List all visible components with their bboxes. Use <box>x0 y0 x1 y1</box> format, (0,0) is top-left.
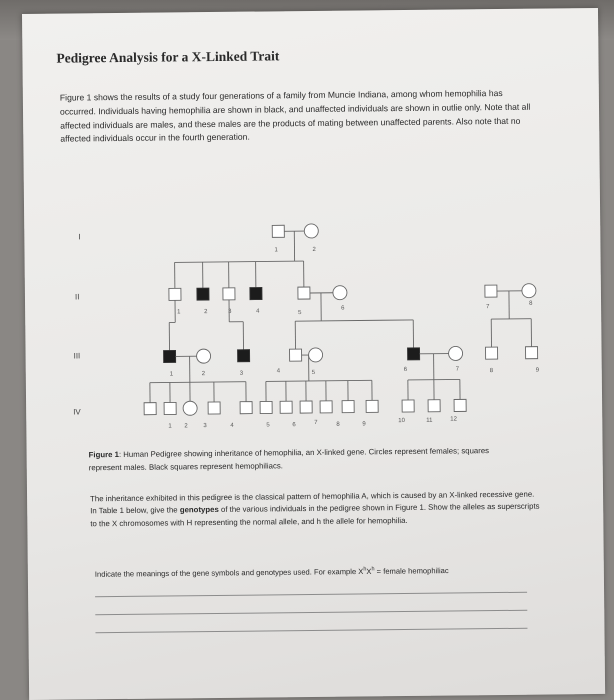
gen4-number-10: 10 <box>398 418 406 425</box>
gen4-male-11 <box>366 400 378 412</box>
gen4-male-13 <box>428 400 440 412</box>
gen2-female-8 <box>522 284 536 298</box>
generation-label-iii: III <box>73 351 81 361</box>
gen2-number-1: 1 <box>177 309 181 316</box>
gen3-male-4 <box>290 349 302 361</box>
generation-label-iv: IV <box>73 407 81 417</box>
gen3-number-8: 8 <box>489 368 494 375</box>
gen2-number-2: 2 <box>204 309 208 316</box>
gen3-number-3: 3 <box>239 370 244 377</box>
intro-paragraph <box>60 87 539 147</box>
gen2-number-5: 5 <box>298 310 302 317</box>
gen2-number-3: 3 <box>228 308 232 315</box>
gen3-male-6-affected <box>408 348 420 360</box>
gen4-number-6: 6 <box>292 422 296 429</box>
gen4-number-11: 11 <box>426 417 433 424</box>
gen4-male-9 <box>320 401 332 413</box>
gen2-male-3 <box>223 288 235 300</box>
caption-text: : Human Pedigree showing inheritance of hemophilia, an X-linked gene. Circles represent females; squares represent males. Black squares represent hemophiliacs. <box>88 446 490 472</box>
gen3-number-5: 5 <box>311 369 316 376</box>
gen1-female-2 <box>304 224 318 238</box>
gen4-male-10 <box>342 401 354 413</box>
gen3-number-1: 1 <box>169 371 174 378</box>
gen2-number-8: 8 <box>529 300 533 307</box>
gen4-number-4: 4 <box>230 422 234 429</box>
gen4-male-12 <box>402 400 414 412</box>
gen4-male-2 <box>164 402 176 414</box>
answer-line-1[interactable] <box>95 592 527 598</box>
gen3-male-3-affected <box>238 350 250 362</box>
gen2-male-2-affected <box>197 288 209 300</box>
page-title: Pedigree Analysis for a X-Linked Trait <box>56 48 280 66</box>
gen2-number-6: 6 <box>341 305 345 312</box>
gen3-number-9: 9 <box>535 367 540 374</box>
instructions-bold-term: genotypes <box>179 505 219 515</box>
generation-label-ii: II <box>74 292 80 302</box>
instructions-paragraph <box>90 489 540 531</box>
indicate-sup-2: h <box>371 566 375 573</box>
indicate-text: Indicate the meanings of the gene symbols and genotypes used. For example X <box>94 566 364 579</box>
indicate-mid: X <box>366 566 372 576</box>
gen4-number-1: 1 <box>168 423 172 430</box>
gen3-number-6: 6 <box>403 366 408 374</box>
intro-text: shows the results of a study four generations of a family from Muncie Indiana, among whom hemophilia has occurred. Individuals having hemophilia are shown in black, and unaffected individuals are shown in outlie only. Note that all affected individuals are males, and these males are the products of mating between unaffected parents. Also note that no affected individuals occur in the fourth generation. <box>59 87 531 144</box>
indicate-tail: = female hemophiliac <box>374 566 449 576</box>
gen1-number-2: 2 <box>312 246 316 253</box>
gen2-male-4-affected <box>250 288 262 300</box>
gen2-male-7 <box>485 285 497 297</box>
figure-caption <box>89 445 519 475</box>
gen4-male-14 <box>454 399 466 411</box>
gen4-male-4 <box>208 402 220 414</box>
generation-label-i: I <box>78 232 81 242</box>
gen4-number-5: 5 <box>266 422 270 429</box>
gen3-female-5 <box>309 348 323 362</box>
gen1-male-1 <box>272 225 284 237</box>
gen4-male-7 <box>280 401 292 413</box>
gen3-female-7 <box>449 346 463 360</box>
answer-line-3[interactable] <box>95 628 527 634</box>
gen2-number-7: 7 <box>486 304 490 311</box>
gen3-number-7: 7 <box>455 366 460 373</box>
gen4-female-3 <box>183 401 197 415</box>
instructions-text-1: The inheritance exhibited in this pedigree is the classical pattern of hemophilia A, which is caused by an X-linked recessive gene. In Table 1 below, give the <box>90 489 535 516</box>
gen3-male-8 <box>486 347 498 359</box>
gen3-male-9 <box>526 347 538 359</box>
gen3-number-4: 4 <box>276 368 281 375</box>
gen4-male-6 <box>260 401 272 413</box>
gen4-number-9: 9 <box>362 421 366 428</box>
worksheet-page <box>22 8 605 700</box>
pedigree-chart <box>64 199 540 444</box>
gen4-number-12: 12 <box>450 416 457 423</box>
gen4-male-8 <box>300 401 312 413</box>
gen4-number-8: 8 <box>336 421 340 428</box>
gen2-male-5 <box>298 287 310 299</box>
gen4-male-5 <box>240 402 252 414</box>
gen4-number-3: 3 <box>203 423 207 430</box>
gen2-number-4: 4 <box>256 308 260 315</box>
gen3-female-2 <box>197 349 211 363</box>
gen4-number-7: 7 <box>314 419 318 426</box>
gen3-number-2: 2 <box>201 371 206 378</box>
gen1-number-1: 1 <box>274 247 278 254</box>
intro-figure-ref: Figure 1 <box>59 92 92 103</box>
gen4-number-2: 2 <box>184 423 188 430</box>
indicate-sup-1: h <box>363 566 367 573</box>
answer-line-2[interactable] <box>95 610 527 616</box>
gen2-male-1 <box>169 288 181 300</box>
gen2-female-6 <box>333 286 347 300</box>
gen4-male-1 <box>144 403 156 415</box>
indicate-prompt <box>95 564 555 578</box>
gen3-male-1-affected <box>164 350 176 362</box>
caption-figure-ref: Figure 1 <box>88 450 119 460</box>
instructions-text-2: of the various individuals in the pedigree shown in Figure 1. Show the alleles as superscripts to the X chromosomes with H representing the normal allele, and h the allele for hemophilia. <box>90 501 540 528</box>
